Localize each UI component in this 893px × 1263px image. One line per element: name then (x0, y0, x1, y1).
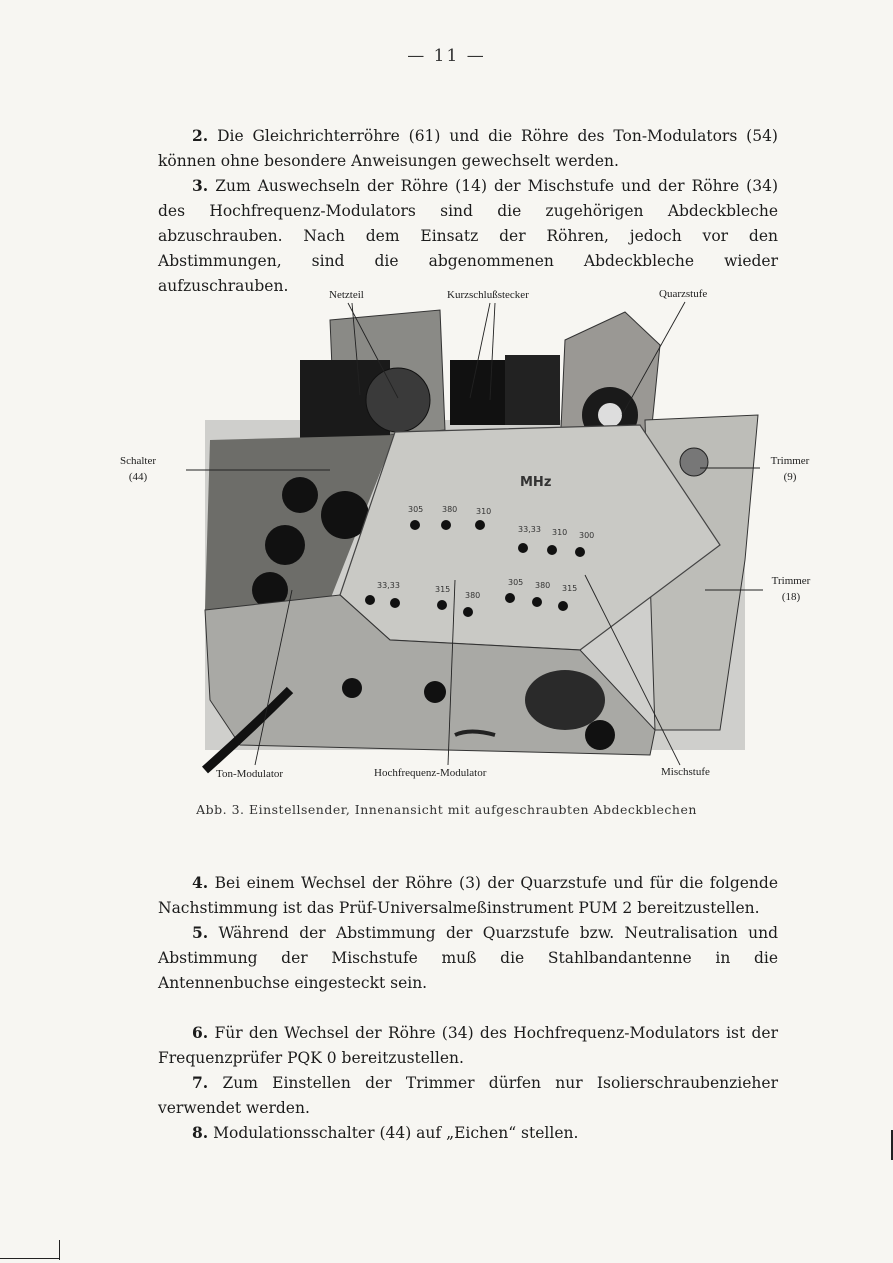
adjustment-hole (547, 545, 557, 555)
label-schalter: Schalter (119, 455, 157, 467)
dial-label: 380 (465, 591, 481, 600)
page-number: — 11 — (407, 46, 486, 66)
adjustment-hole (475, 520, 485, 530)
label-trimmer-18: Trimmer (771, 575, 811, 587)
paragraph-4-text: Bei einem Wechsel der Röhre (3) der Quarzstufe und für die folgende Nachstimmung ist das Prüf-Universalmeßinstrument PUM 2 bereitzustellen. (158, 874, 778, 917)
paragraph-8-number: 8. (192, 1123, 209, 1142)
label-mischstufe: Mischstufe (661, 766, 710, 778)
dial-label: 315 (562, 584, 578, 593)
front-knob-2 (424, 681, 446, 703)
dial-label: 315 (435, 585, 451, 594)
capacitor-block (505, 355, 560, 425)
adjustment-hole (532, 597, 542, 607)
paragraph-2-text: Die Gleichrichterröhre (61) und die Röhre des Ton-Modulators (54) können ohne besondere Anweisungen gewechselt werden. (158, 127, 778, 170)
paragraph-5 (158, 920, 778, 996)
label-netzteil: Netzteil (329, 289, 364, 301)
paragraph-6-text: Für den Wechsel der Röhre (34) des Hochfrequenz-Modulators ist der Frequenzprüfer PQK 0 bereitzustellen. (158, 1024, 778, 1067)
paragraph-4 (158, 870, 778, 921)
dial-label: 380 (442, 505, 458, 514)
dial-label: 305 (408, 505, 424, 514)
paragraph-8-text: Modulationsschalter (44) auf „Eichen“ stellen. (213, 1124, 579, 1142)
shorting-plug (450, 360, 505, 425)
paragraph-6 (158, 1020, 778, 1071)
label-ton-modulator: Ton-Modulator (216, 768, 284, 780)
dial-label: 310 (552, 528, 568, 537)
paragraph-2-number: 2. (192, 126, 209, 145)
adjustment-hole (365, 595, 375, 605)
adjustment-hole (437, 600, 447, 610)
front-dial (525, 670, 605, 730)
tube-socket-1 (282, 477, 318, 513)
label-schalter-number: (44) (128, 471, 148, 483)
paragraph-7 (158, 1070, 778, 1121)
trimmer-9 (680, 448, 708, 476)
paragraph-6-number: 6. (192, 1023, 209, 1042)
adjustment-hole (441, 520, 451, 530)
label-trimmer-9-number: (9) (783, 471, 797, 483)
crystal-stage-tube-top (598, 403, 622, 427)
label-quarzstufe: Quarzstufe (659, 288, 708, 300)
paragraph-7-number: 7. (192, 1073, 209, 1092)
label-hf-modulator: Hochfrequenz-Modulator (374, 767, 487, 779)
adjustment-hole (390, 598, 400, 608)
rectifier-tube (366, 368, 430, 432)
adjustment-hole (558, 601, 568, 611)
front-knob-3 (585, 720, 615, 750)
paragraph-3-number: 3. (192, 176, 209, 195)
adjustment-hole (575, 547, 585, 557)
front-knob-1 (342, 678, 362, 698)
dial-label: 380 (535, 581, 551, 590)
adjustment-hole (410, 520, 420, 530)
scan-artifact (59, 1240, 60, 1260)
scan-artifact (0, 1258, 60, 1259)
dial-label: 300 (579, 531, 595, 540)
adjustment-hole (518, 543, 528, 553)
paragraph-4-number: 4. (192, 873, 209, 892)
label-kurzschlussstecker: Kurzschlußstecker (447, 289, 529, 301)
dial-label: 33,33 (377, 581, 400, 590)
label-trimmer-9: Trimmer (770, 455, 810, 467)
label-trimmer-18-number: (18) (781, 591, 801, 603)
paragraph-5-number: 5. (192, 923, 209, 942)
dial-label: 33,33 (518, 525, 541, 534)
dial-label: 310 (476, 507, 492, 516)
panel-unit-label: MHz (520, 475, 552, 490)
figure-caption: Abb. 3. Einstellsender, Innenansicht mit aufgeschraubten Abdeckblechen (196, 802, 697, 817)
adjustment-hole (463, 607, 473, 617)
dial-label: 305 (508, 578, 524, 587)
paragraph-5-text: Während der Abstimmung der Quarzstufe bzw. Neutralisation und Abstimmung der Mischstufe muß die Stahlbandantenne in die Antennenbuchse eingesteckt sein. (158, 924, 778, 992)
paragraph-8 (158, 1120, 778, 1146)
adjustment-hole (505, 593, 515, 603)
paragraph-3-text: Zum Auswechseln der Röhre (14) der Mischstufe und der Röhre (34) des Hochfrequenz-Modulators sind die zugehörigen Abdeckbleche abzuschrauben. Nach dem Einsatz der Röhren, jedoch vor den Abstimmungen, sind die abgenommenen Abdeckbleche wieder aufzuschrauben. (158, 177, 778, 295)
paragraph-7-text: Zum Einstellen der Trimmer dürfen nur Isolierschraubenzieher verwendet werden. (158, 1074, 778, 1117)
tube-socket-3 (265, 525, 305, 565)
